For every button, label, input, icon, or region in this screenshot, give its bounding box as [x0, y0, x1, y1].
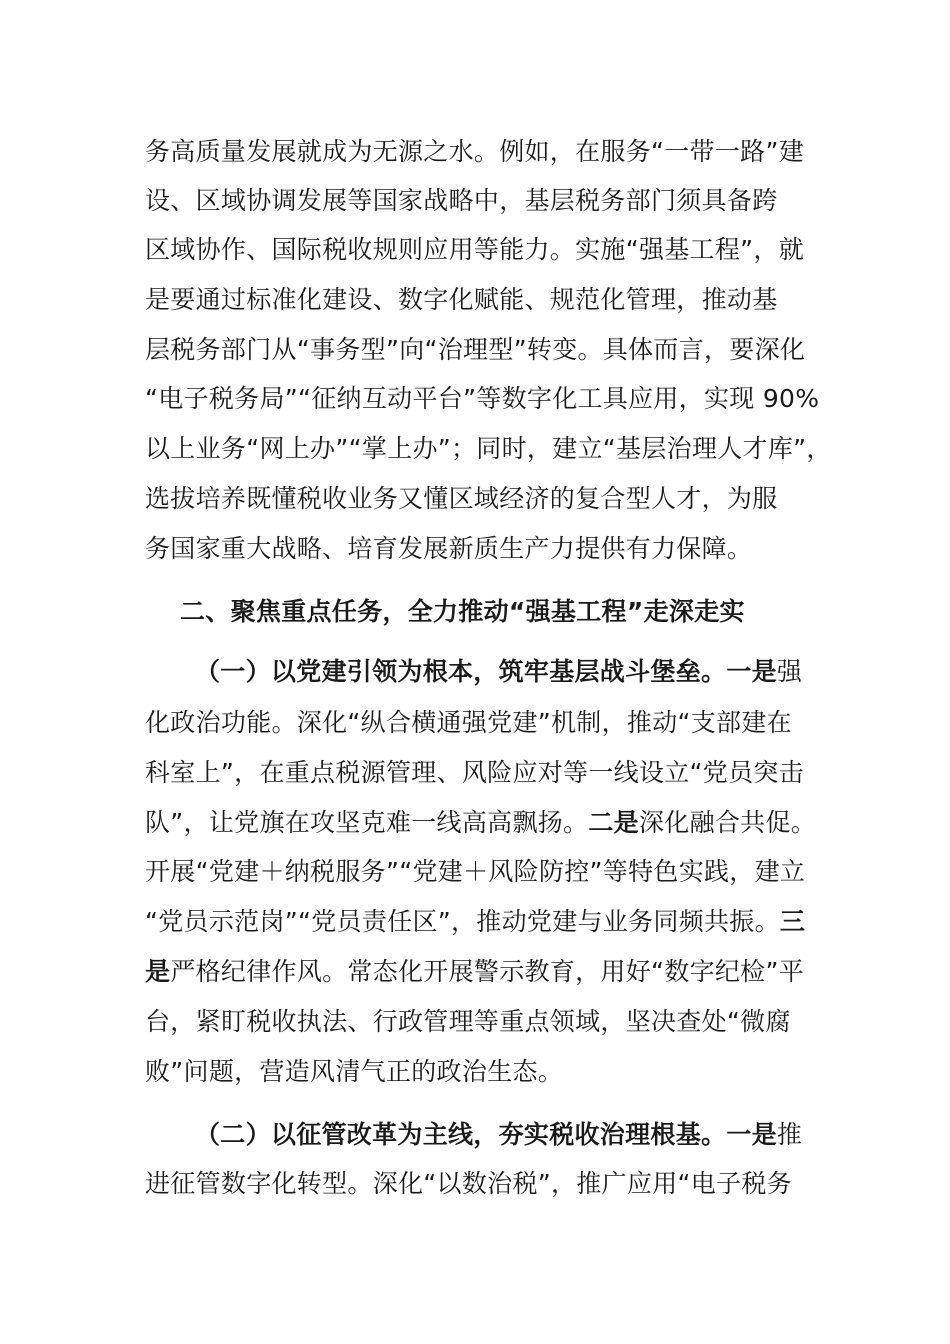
section1-line-7-post: 严格纪律作风。常态化开展警示教育，用好“数字纪检”平 — [170, 957, 805, 986]
paragraph-line-7: 以上业务“网上办”“掌上办”；同时，建立“基层治理人才库”， — [145, 434, 832, 463]
paragraph-line-5: 层税务部门从“事务型”向“治理型”转变。具体而言，要深化 — [145, 335, 806, 364]
paragraph-line-1: 务高质量发展就成为无源之水。例如，在服务“一带一路”建 — [145, 137, 805, 166]
section2-first-line-rest: 推 — [776, 1120, 803, 1149]
section1-first-line — [195, 657, 802, 687]
section2-first-line — [195, 1120, 802, 1150]
section1-line-5: 开展“党建＋纳税服务”“党建＋风险防控”等特色实践，建立 — [145, 857, 806, 886]
section1-line-7 — [145, 957, 804, 987]
section1-line-6-pre: “党员示范岗”“党员责任区”，推动党建与业务同频共振。 — [145, 907, 780, 936]
section1-line-4-pre: 队”，让党旗在攻坚克难一线高高飘扬。 — [145, 808, 589, 837]
section1-line-4-post: 深化融合共促。 — [638, 808, 817, 837]
section1-point-two-label: 二是 — [588, 808, 639, 837]
section1-line-9: 败”问题，营造风清气正的政治生态。 — [145, 1057, 564, 1086]
section-heading: 二、聚焦重点任务，全力推动“强基工程”走深走实 — [180, 597, 745, 626]
section1-line-6 — [145, 907, 805, 937]
section1-line-8: 台，紧盯税收执法、行政管理等重点领域，坚决查处“微腐 — [145, 1007, 791, 1036]
section1-line-3: 科室上”，在重点税源管理、风险应对等一线设立“党员突击 — [145, 758, 805, 787]
paragraph-line-2: 设、区域协调发展等国家战略中，基层税务部门须具备跨 — [145, 186, 778, 215]
paragraph-line-6: “电子税务局”“征纳互动平台”等数字化工具应用，实现 90% — [145, 384, 820, 413]
paragraph-line-4: 是要通过标准化建设、数字化赋能、规范化管理，推动基 — [145, 285, 778, 314]
section1-first-line-rest: 强 — [776, 657, 803, 686]
section1-line-2: 化政治功能。深化“纵合横通强党建”机制，推动“支部建在 — [145, 708, 792, 737]
section1-point-one-label: 一是 — [726, 657, 777, 686]
section2-line-2: 进征管数字化转型。深化“以数治税”，推广应用“电子税务 — [145, 1169, 792, 1198]
section1-title: （一）以党建引领为根本，筑牢基层战斗堡垒。 — [195, 657, 727, 686]
paragraph-line-3: 区域协作、国际税收规则应用等能力。实施“强基工程”，就 — [145, 235, 805, 264]
section1-point-three-label-start: 三 — [779, 907, 806, 936]
section1-line-4 — [145, 808, 816, 838]
paragraph-line-8: 选拔培养既懂税收业务又懂区域经济的复合型人才，为服 — [145, 484, 778, 513]
paragraph-line-9: 务国家重大战略、培育发展新质生产力提供有力保障。 — [145, 534, 753, 563]
section2-title: （二）以征管改革为主线，夯实税收治理根基。 — [195, 1120, 727, 1149]
section2-point-one-label: 一是 — [726, 1120, 777, 1149]
section1-point-three-label-end: 是 — [145, 957, 171, 986]
